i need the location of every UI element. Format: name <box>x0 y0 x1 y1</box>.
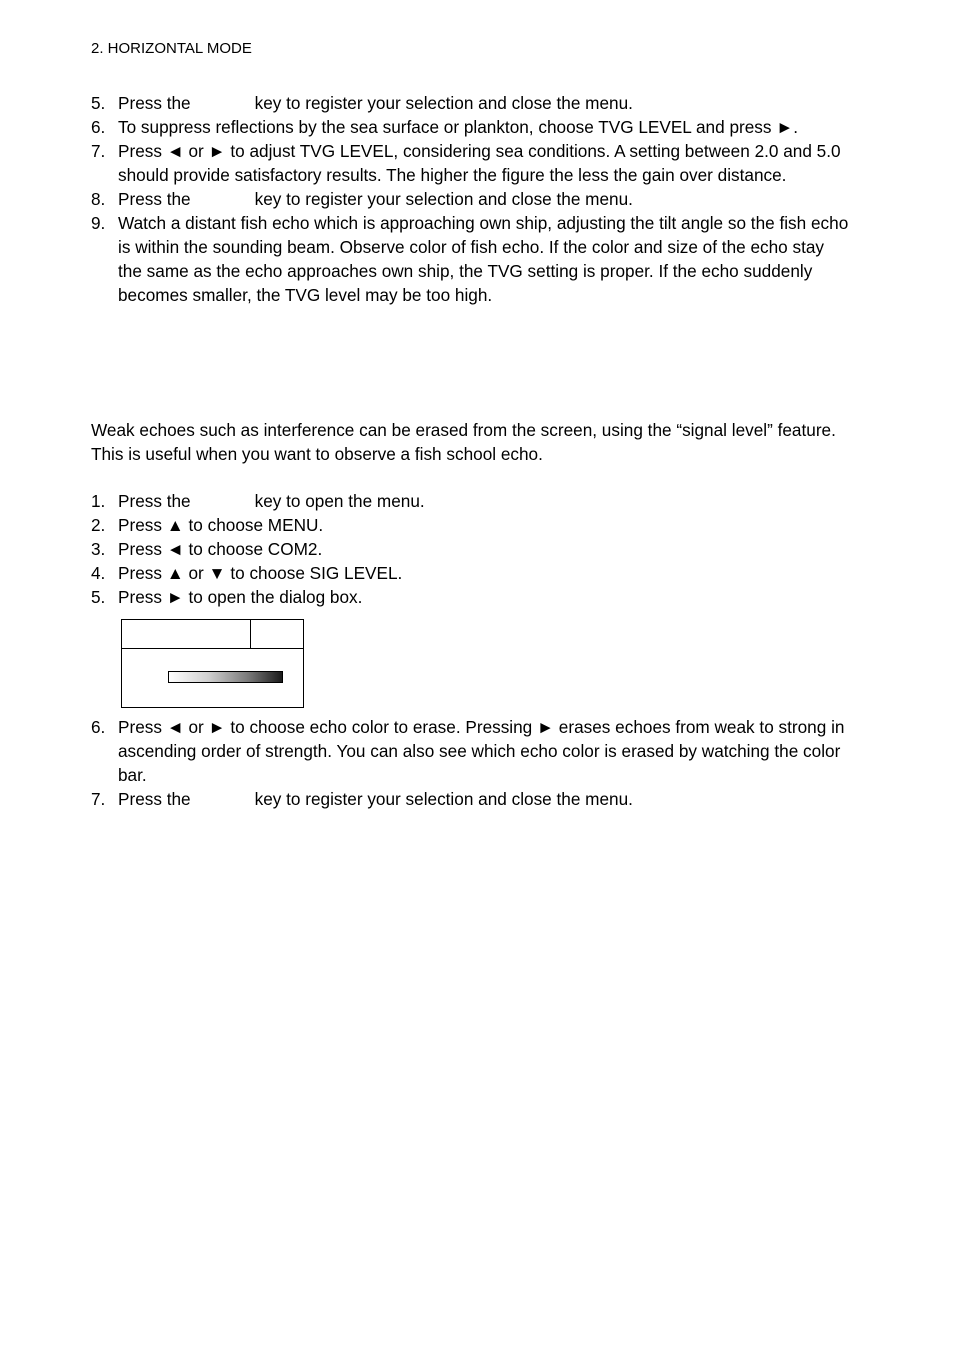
step-number: 6. <box>91 717 106 737</box>
list-item <box>91 715 851 787</box>
erase-steps-list <box>91 715 851 811</box>
step-text: Watch a distant fish echo which is approaching own ship, adjusting the tilt angle so the fish echo is within the sounding beam. Observe color of fish echo. If the color and size of the echo stay the same as the echo approaches own ship, the TVG setting is proper. If the echo suddenly becomes smaller, the TVG level may be too high. <box>118 213 849 305</box>
list-item <box>91 115 851 139</box>
step-text: Press ◄ or ► to choose echo color to erase. Pressing ► erases echoes from weak to strong in ascending order of strength. You can also see which echo color is erased by watching the color bar. <box>118 717 845 785</box>
dialog-value-cell <box>250 620 303 649</box>
step-text: Press ► to open the dialog box. <box>118 587 363 607</box>
running-head: 2. HORIZONTAL MODE <box>91 40 252 57</box>
step-number: 5. <box>91 93 106 113</box>
sig-level-steps-list <box>91 489 851 609</box>
list-item <box>91 585 851 609</box>
step-number: 9. <box>91 213 106 233</box>
step-text: Press ◄ or ► to adjust TVG LEVEL, considering sea conditions. A setting between 2.0 and 5.0 should provide satisfactory results. The higher the figure the less the gain over distance. <box>118 141 841 185</box>
echo-color-bar <box>168 671 283 683</box>
list-item <box>91 211 851 307</box>
step-number: 2. <box>91 515 106 535</box>
step-text: Press the key to open the menu. <box>118 491 425 511</box>
list-item <box>91 187 851 211</box>
list-item <box>91 489 851 513</box>
step-text: Press the key to register your selection and close the menu. <box>118 93 633 113</box>
list-item <box>91 537 851 561</box>
step-number: 5. <box>91 587 106 607</box>
step-text: Press ▲ to choose MENU. <box>118 515 324 535</box>
step-number: 1. <box>91 491 106 511</box>
sig-level-dialog-illustration <box>121 619 304 708</box>
step-number: 7. <box>91 789 106 809</box>
step-text: Press ◄ to choose COM2. <box>118 539 323 559</box>
step-number: 8. <box>91 189 106 209</box>
list-item <box>91 513 851 537</box>
list-item <box>91 561 851 585</box>
step-number: 3. <box>91 539 106 559</box>
step-text: To suppress reflections by the sea surface or plankton, choose TVG LEVEL and press ►. <box>118 117 799 137</box>
list-item <box>91 139 851 187</box>
step-text: Press the key to register your selection and close the menu. <box>118 789 633 809</box>
dialog-title-cell <box>122 620 251 649</box>
list-item <box>91 91 851 115</box>
step-text: Press the key to register your selection and close the menu. <box>118 189 633 209</box>
signal-level-intro: Weak echoes such as interference can be erased from the screen, using the “signal level” feature. This is useful when you want to observe a fish school echo. <box>91 420 836 464</box>
tvg-steps-list <box>91 91 851 307</box>
step-number: 4. <box>91 563 106 583</box>
step-number: 6. <box>91 117 106 137</box>
step-number: 7. <box>91 141 106 161</box>
list-item <box>91 787 851 811</box>
step-text: Press ▲ or ▼ to choose SIG LEVEL. <box>118 563 403 583</box>
